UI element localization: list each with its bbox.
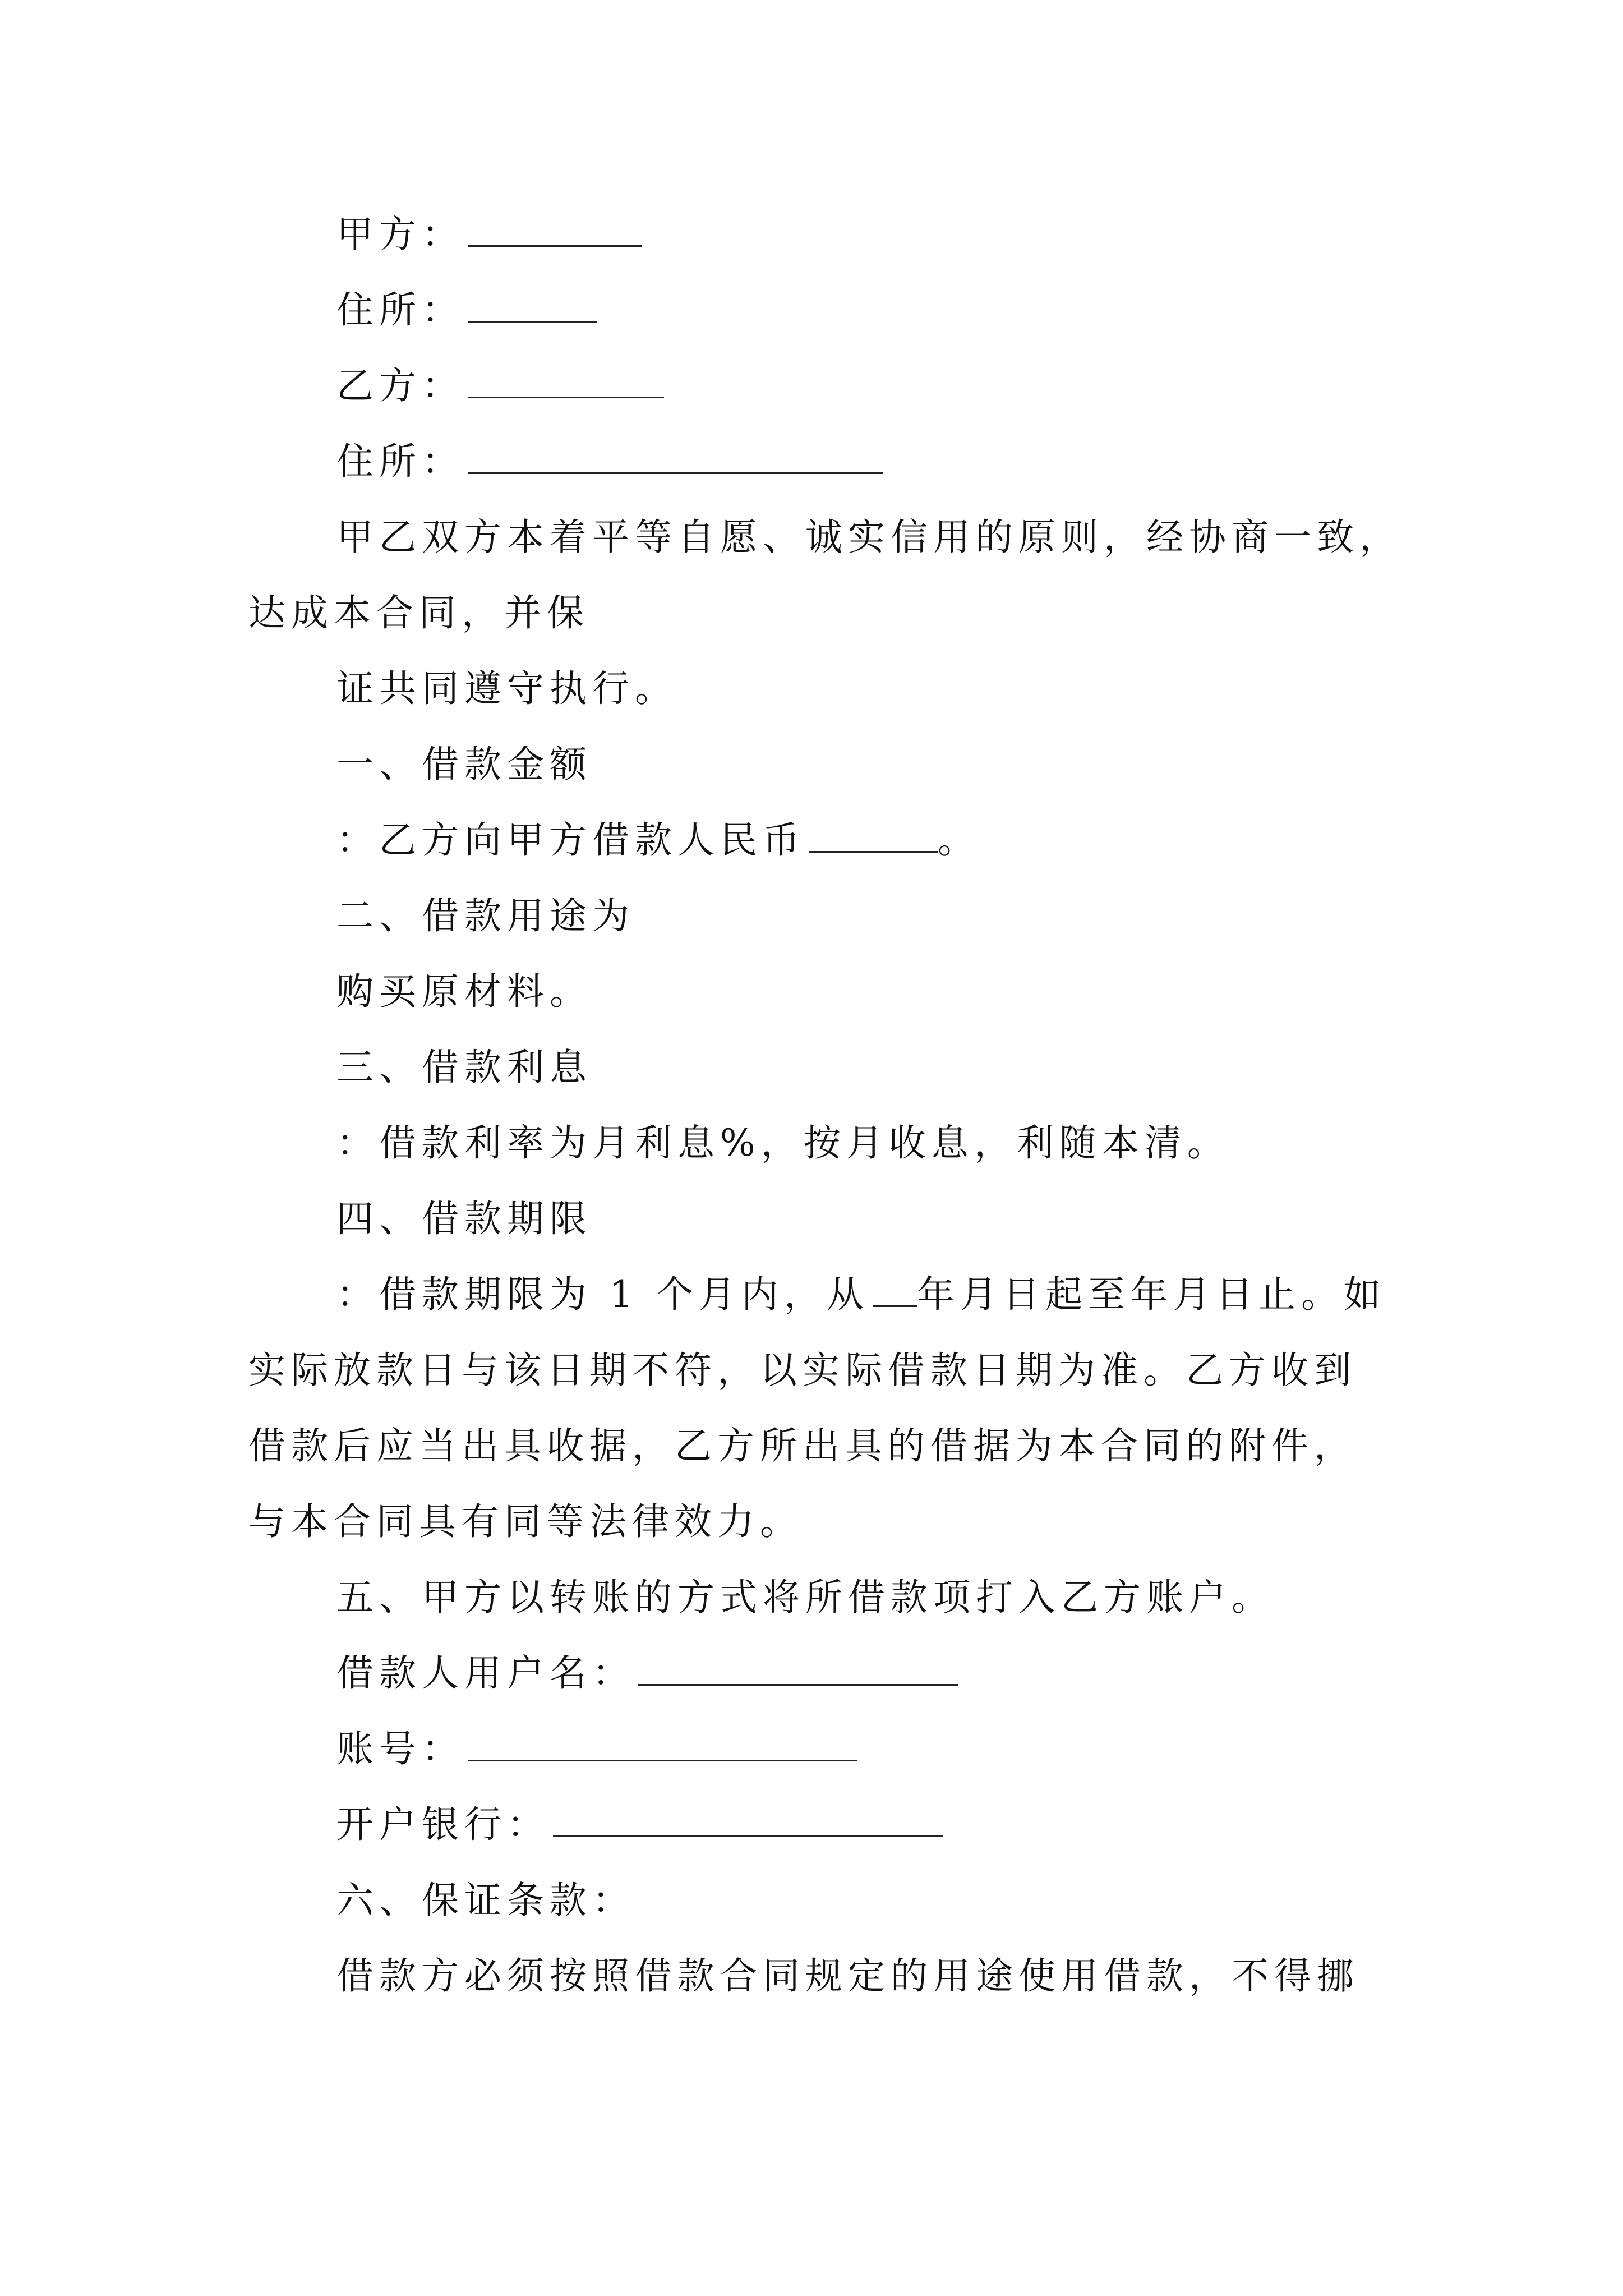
section2-title: 二、借款用途为: [336, 894, 635, 937]
section4-title: 四、借款期限: [336, 1197, 592, 1240]
party-b-label: 乙方：: [336, 364, 464, 407]
section4-line-1: [336, 1272, 1386, 1317]
preamble-line-2: 达成本合同，并保: [248, 591, 589, 634]
section4-line-1-a: ：借款期限为 1 个月内，从: [336, 1273, 869, 1316]
party-a-address-blank: [468, 289, 597, 323]
account-name-label: 借款人用户名：: [336, 1651, 635, 1695]
section2-text: 购买原材料。: [336, 970, 592, 1013]
preamble-line-1: 甲乙双方本着平等自愿、诚实信用的原则，经协商一致，: [336, 516, 1402, 559]
section4-line-3: 借款后应当出具收据，乙方所出具的借据为本合同的附件，: [248, 1424, 1357, 1467]
section1-title: 一、借款金额: [336, 743, 592, 786]
bank-line: [336, 1802, 943, 1847]
party-b-line: [336, 364, 664, 408]
section5-title: 五、甲方以转账的方式将所借款项打入乙方账户。: [336, 1576, 1274, 1619]
section3-text: ：借款利率为月利息%，按月收息，利随本清。: [336, 1121, 1230, 1165]
party-b-blank: [468, 365, 664, 398]
section6-text: 借款方必须按照借款合同规定的用途使用借款，不得挪: [336, 1954, 1359, 1998]
party-a-address-label: 住所：: [336, 288, 464, 332]
section4-line-2: 实际放款日与该日期不符，以实际借款日期为准。乙方收到: [248, 1349, 1357, 1392]
party-b-address-line: [336, 439, 883, 484]
account-name-blank: [638, 1653, 958, 1686]
party-b-address-blank: [468, 441, 883, 474]
loan-amount-blank: [809, 820, 938, 853]
account-name-line: [336, 1651, 958, 1696]
section4-line-4: 与本合同具有同等法律效力。: [248, 1500, 803, 1543]
section1-text-a: ：乙方向甲方借款人民币: [336, 818, 805, 862]
section1-text-line: [336, 818, 980, 863]
account-number-label: 账号：: [336, 1727, 464, 1770]
preamble-line-3: 证共同遵守执行。: [336, 667, 677, 710]
party-b-address-label: 住所：: [336, 440, 464, 483]
account-number-blank: [468, 1728, 857, 1761]
section3-title: 三、借款利息: [336, 1046, 592, 1089]
account-number-line: [336, 1727, 857, 1772]
party-a-label: 甲方：: [336, 213, 464, 256]
section4-line-1-b: 年月日起至年月日止。如: [917, 1273, 1386, 1316]
section1-text-b: 。: [938, 818, 980, 862]
section6-title: 六、保证条款：: [336, 1879, 635, 1922]
bank-label: 开户银行：: [336, 1803, 550, 1846]
loan-start-year-blank: [873, 1274, 917, 1307]
party-a-line: [336, 212, 642, 257]
party-a-blank: [468, 214, 642, 247]
bank-blank: [553, 1804, 943, 1837]
party-a-address-line: [336, 288, 597, 333]
